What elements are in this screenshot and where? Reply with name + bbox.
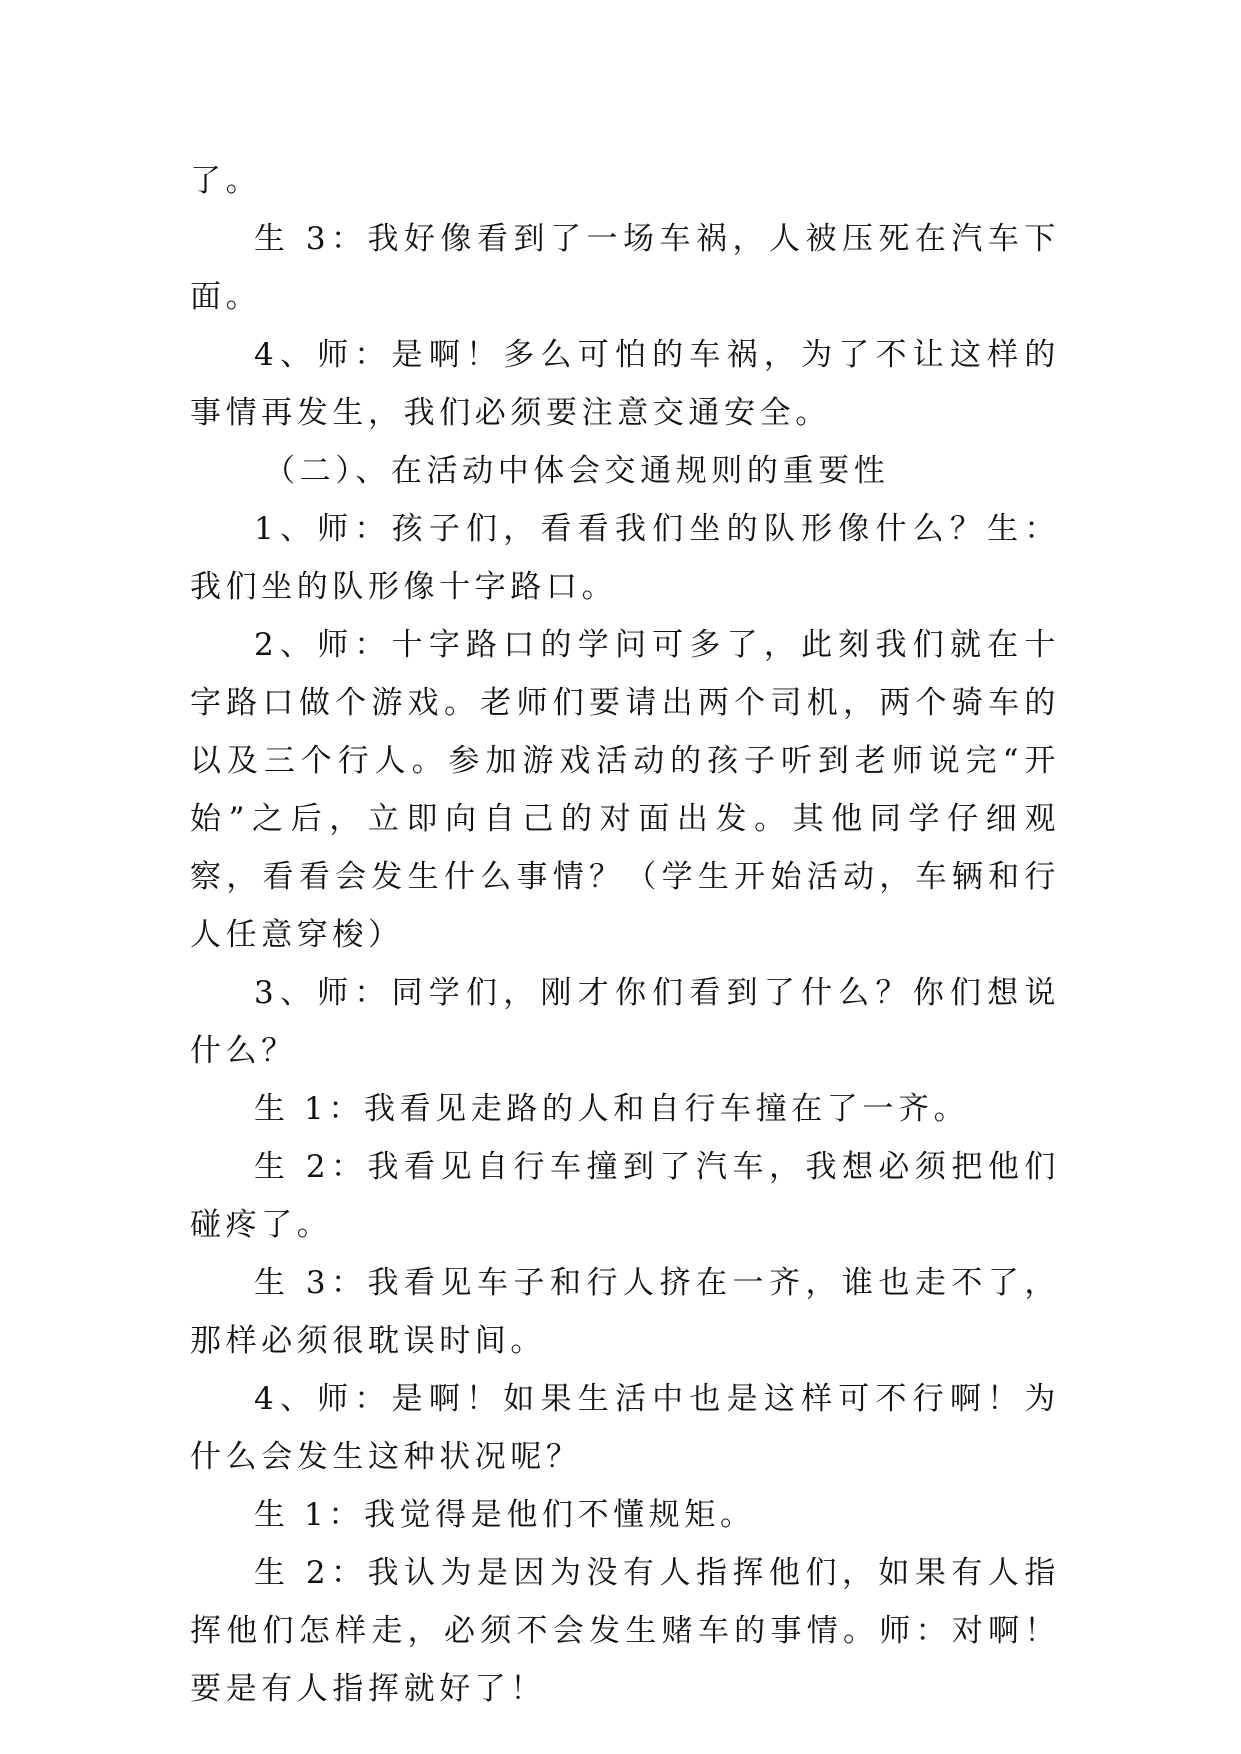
paragraph-student-1-observation: 生 1：我看见走路的人和自行车撞在了一齐。 — [254, 1091, 970, 1127]
paragraph-continuation: 了。 — [190, 163, 262, 199]
paragraph-student-3-accident: 生 3：我好像看到了一场车祸，人被压死在汽车下面。 — [190, 221, 1060, 315]
document-body — [190, 152, 1060, 1718]
paragraph-teacher-question: 3、师：同学们，刚才你们看到了什么？你们想说什么？ — [190, 975, 1060, 1069]
paragraph-student-3-observation: 生 3：我看见车子和行人挤在一齐，谁也走不了，那样必须很耽误时间。 — [190, 1265, 1060, 1359]
paragraph-student-1-answer: 生 1：我觉得是他们不懂规矩。 — [254, 1497, 756, 1533]
section-heading: （二）、在活动中体会交通规则的重要性 — [264, 453, 890, 489]
paragraph-game-instructions: 2、师：十字路口的学问可多了，此刻我们就在十字路口做个游戏。老师们要请出两个司机，两个骑车的以及三个行人。参加游戏活动的孩子听到老师说完“开始”之后，立即向自己的对面出发。其他同学仔细观察，看看会发生什么事情？（学生开始活动，车辆和行人任意穿梭） — [190, 627, 1060, 953]
paragraph-student-2-observation: 生 2：我看见自行车撞到了汽车，我想必须把他们碰疼了。 — [190, 1149, 1060, 1243]
paragraph-student-2-answer: 生 2：我认为是因为没有人指挥他们，如果有人指挥他们怎样走，必须不会发生赌车的事情。师：对啊！要是有人指挥就好了！ — [190, 1555, 1060, 1707]
paragraph-teacher-safety: 4、师：是啊！多么可怕的车祸，为了不让这样的事情再发生，我们必须要注意交通安全。 — [190, 337, 1060, 431]
paragraph-teacher-reason-question: 4、师：是啊！如果生活中也是这样可不行啊！为什么会发生这种状况呢？ — [190, 1381, 1060, 1475]
paragraph-question-formation: 1、师：孩子们，看看我们坐的队形像什么？生：我们坐的队形像十字路口。 — [190, 511, 1060, 605]
